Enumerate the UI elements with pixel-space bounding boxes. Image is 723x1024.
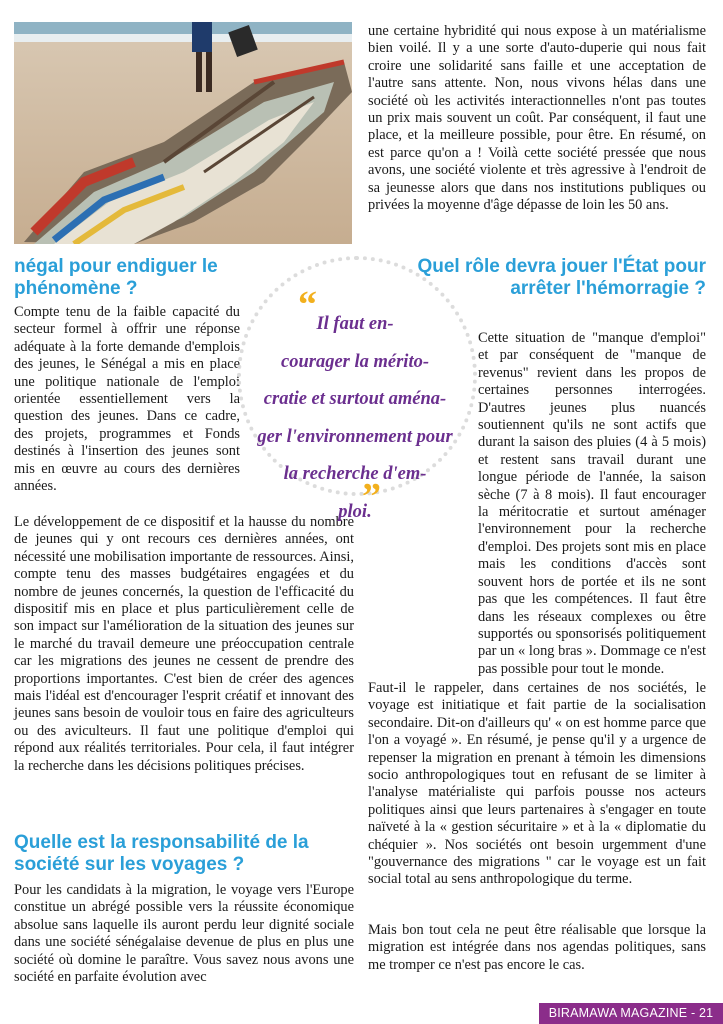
- pull-quote: [228, 306, 482, 532]
- page-footer-label: BIRAMAWA MAGAZINE - 21: [539, 1003, 723, 1024]
- right-paragraph-2: [368, 680, 706, 889]
- right-paragraph-3: [368, 922, 706, 974]
- right-text-3: Mais bon tout cela ne peut être réalisable que lorsque la migration est intégrée dans nos agendas politiques, sans me tromper ce n'est pas encore le cas.: [368, 922, 706, 973]
- right-top-paragraph: [368, 23, 706, 214]
- quote-line: ploi.: [338, 501, 372, 522]
- right-text-2: Faut-il le rappeler, dans certaines de nos sociétés, le voyage est initiatique et fait partie de la socialisation secondaire. Dit-on d'ailleurs qu' « on est homme parce que l'on a voyagé ». En résumé, je pense qu'il y a urgence de repenser la migration en prenant à témoin les dimensions socio anthropologiques tout en refusant de se limiter à l'analyse matérialiste qui parfois pousse nos acteurs politiques ainsi que leurs partenaires à s'engager en toute naïveté à la « gestion sécuritaire » et à la « diplomatie du chéquier ». Nos sociétés ont besoin urgemment d'une "gouvernance des migrations " car le voyage est un fait social total au sens anthropologique du terme.: [368, 680, 706, 888]
- right-text-1: Cette situation de "manque d'emploi" et par conséquent de "manque de revenus" revient dans les propos de certaines personnes interrogées. D'autres jeunes plus nuancés soutiennent qu'ils ne sont actifs que durant la saison des pluies (4 à 5 mois) et restent sans travail durant une longue période de l'année, la saison sèche (7 à 8 mois). Il faut encourager la méritocratie et surtout aménager l'environnement pour la recherche d'emploi. Des projets sont mis en place mais les conditions d'accès sont souvent hors de portée et ils ne sont pas que les compétences. Il faut être dans les réseaux complexes ou être supportés ou sponsorisés politiquement par un « long bras ». Dommage ce n'est pas possible pour tout le monde.: [478, 330, 706, 677]
- quote-line: la recherche d'em-: [283, 464, 427, 485]
- section-heading-senegal: négal pour endiguer le phénomène ?: [14, 256, 218, 299]
- left-text-1: Compte tenu de la faible capacité du secteur formel à offrir une réponse adéquate à la forte demande d'emplois des jeunes, le Sénégal a mis en place une politique nationale de l'emploi orientée essentiellement vers la question des jeunes. Dans ce cadre, des projets, programmes et Fonds destinés à l'insertion des jeunes sont mis en œuvre au cours des dernières années.: [14, 304, 240, 495]
- section-heading-etat: Quel rôle devra jouer l'État pour arrêter l'hémorragie ?: [417, 256, 706, 299]
- article-photo: [14, 22, 352, 244]
- left-paragraph-1: [14, 304, 240, 495]
- section-heading-responsabilite: Quelle est la responsabilité de la société sur les voyages ?: [14, 832, 309, 875]
- left-paragraph-3: [14, 882, 354, 986]
- quote-line: Il faut en-: [316, 314, 394, 334]
- quote-line: cratie et surtout aména-: [263, 389, 447, 410]
- left-text-2: Le développement de ce dispositif et la hausse du nombre de jeunes qui y ont recours ces dernières années, ont nécessité une mobilisation importante de ressources. Ainsi, compte tenu des masses budgétaires engagées et du nombre de jeunes concernés, la question de l'efficacité du dispositif mis en place et plus particulièrement celle de son impact sur l'amélioration de la situation des jeunes sur le marché du travail demeure une préoccupation centrale car les migrations des jeunes ne cessent de prendre des proportions importantes. C'est bien de créer des agences mais l'idéal est d'encourager l'esprit créatif et innovant des jeunes sans besoin de vouloir tous en faire des agriculteurs ou des aviculteurs. Il faut une politique d'emploi qui répond aux réalités territoriales. Pour cela, il faut intégrer la recherche dans les décisions politiques précises.: [14, 514, 354, 774]
- quote-line: courager la mérito-: [281, 351, 429, 372]
- quote-line: ger l'environnement pour: [257, 426, 453, 447]
- right-top-text: une certaine hybridité qui nous expose à un matérialisme bien voilé. Il y a une sorte d'auto-duperie qui nous fait croire une solidarité sans faille et une acceptation de l'autre sans attente. Non, nous vivons hélas dans une société où les activités interactionnelles n'ont pas toutes un prix mais souvent un coût. Par conséquent, il faut une place, et la meilleure possible, pour être. En résumé, on est parce qu'on a ! Voilà cette société pressée que nous avons, une société violente et très agressive à l'endroit de sa jeunesse alors que dans nos institutions publiques ou privées la moyenne d'âge dépasse de loin les 50 ans.: [368, 23, 706, 214]
- left-paragraph-2: [14, 514, 354, 775]
- right-paragraph-1: [478, 330, 706, 678]
- left-text-3: Pour les candidats à la migration, le voyage vers l'Europe constitue un abrégé possible vers la réussite économique absolue sans laquelle ils auront perdu leur dignité sociale dans une société sénégalaise devenue de plus en plus une société où domine le paraître. Vous savez nous avons une société en parfaite évolution avec: [14, 882, 354, 986]
- boat-photo-icon: [14, 22, 352, 244]
- quote-close-mark: ”: [362, 476, 381, 518]
- quote-open-mark: “: [298, 284, 317, 326]
